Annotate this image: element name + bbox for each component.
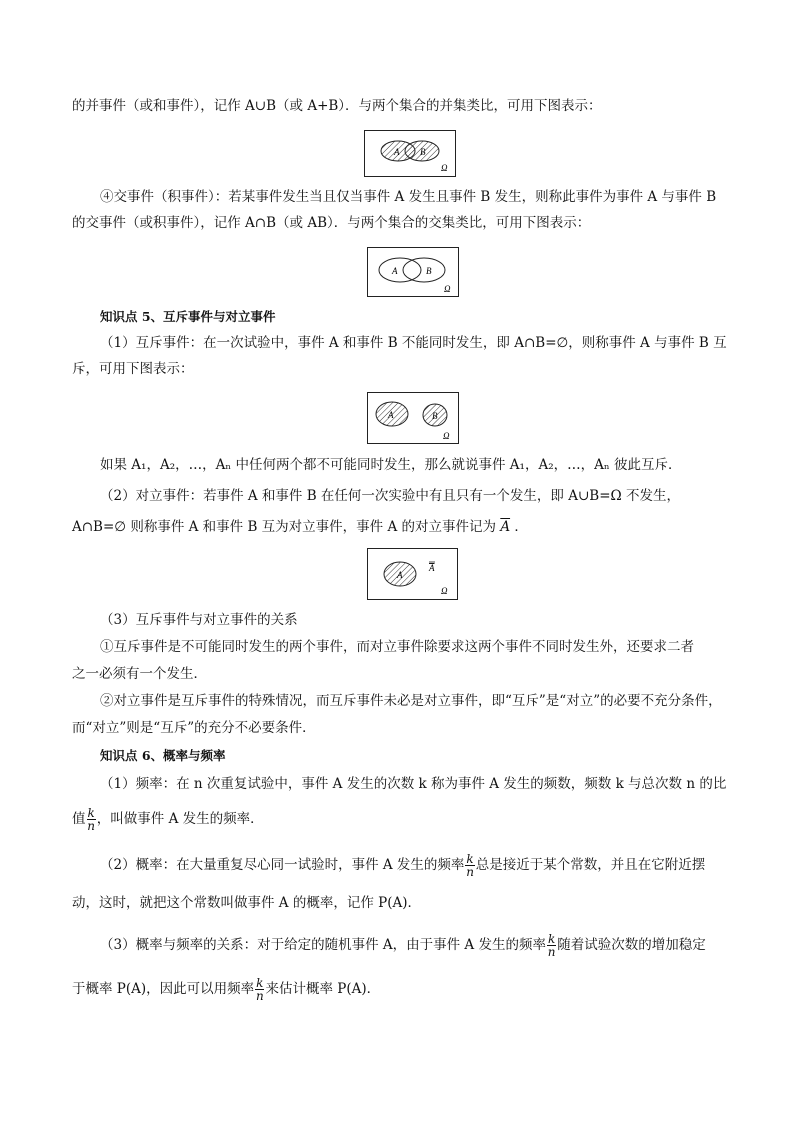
label-omega: Ω [443,431,450,441]
paragraph-mutually-exclusive-2: 斥，可用下图表示： [72,361,194,377]
label-b: B [420,147,426,157]
paragraph-intersection-1: ④交事件（积事件）：若某事件发生当且仅当事件 A 发生且事件 B 发生，则称此事件为事件 A 与事件 B [100,189,717,205]
fraction-denominator: n [547,945,556,959]
label-omega: Ω [441,163,448,173]
relation-prob-prefix: （3）概率与频率的关系：对于给定的随机事件 A，由于事件 A 发生的频率 [100,937,546,953]
paragraph-probability-2: 动，这时，就把这个常数叫做事件 A 的概率，记作 P(A)． [72,895,421,911]
label-b: B [426,266,432,276]
venn-intersection-figure [367,247,459,297]
venn-union-svg [365,131,455,176]
label-a: A [388,410,394,420]
fraction-numerator: k [256,976,264,990]
frequency-value-prefix: 值 [72,811,86,827]
venn-intersection-svg [368,248,458,296]
paragraph-frequency-2 [72,806,722,832]
paragraph-relation-1: ①互斥事件是不可能同时发生的两个事件，而对立事件除要求这两个事件不同时发生外，还要求二者 [100,639,694,655]
paragraph-relation-3: ②对立事件是互斥事件的特殊情况，而互斥事件未必是对立事件，即“互斥”是“对立”的必要不充分条件， [100,693,722,709]
paragraph-relation-4: 而“对立”则是“互斥”的充分不必要条件． [72,720,316,736]
paragraph-probability-1 [100,852,722,878]
set-a-ellipse [379,258,421,282]
paragraph-complementary-2 [72,517,722,537]
heading-knowledge-5: 知识点 5、互斥事件与对立事件 [100,309,276,324]
relation-prob2-suffix: 来估计概率 P(A)． [265,981,381,997]
label-a: A [394,147,400,157]
relation-prob2-prefix: 于概率 P(A)，因此可以用频率 [72,981,255,997]
venn-complement-svg [368,549,457,599]
fraction-numerator: k [87,806,95,820]
heading-knowledge-6: 知识点 6、概率与频率 [100,748,226,763]
label-omega: Ω [441,586,448,596]
fraction-k-over-n [255,977,264,1002]
complementary-text: A∩B=∅ 则称事件 A 和事件 B 互为对立事件，事件 A 的对立事件记为 [72,519,497,535]
label-a-bar: A [429,563,435,573]
a-bar-symbol: $\overline{A}$ [500,519,511,535]
label-b: B [432,411,438,421]
label-a: A [397,570,403,580]
paragraph-relation-2: 之一必须有一个发生． [72,666,207,682]
relation-prob-suffix: 随着试验次数的增加稳定 [557,937,706,953]
paragraph-relation-heading: （3）互斥事件与对立事件的关系 [100,612,298,628]
paragraph-mutually-exclusive-1: （1）互斥事件：在一次试验中，事件 A 和事件 B 不能同时发生，即 A∩B=∅，则称事件 A 与事件 B 互 [100,335,727,351]
frequency-value-suffix: ，叫做事件 A 发生的频率． [96,811,264,827]
fraction-k-over-n [547,933,556,958]
fraction-k-over-n [465,853,474,878]
fraction-numerator: k [547,932,556,946]
venn-exclusive-figure [367,392,459,444]
label-omega: Ω [444,284,451,294]
paragraph-union: 的并事件（或和事件），记作 A∪B（或 A+B）．与两个集合的并集类比，可用下图表示： [72,98,602,114]
probability-text-prefix: （2）概率：在大量重复尽心同一试验时，事件 A 发生的频率 [100,857,465,873]
fraction-k-over-n [87,807,96,832]
venn-exclusive-svg [368,393,458,443]
fraction-denominator: n [466,865,474,879]
label-a: A [392,266,398,276]
complementary-end: ． [514,519,528,535]
paragraph-relation-prob-1 [100,932,722,958]
probability-text-suffix: 总是接近于某个常数，并且在它附近摆 [475,857,706,873]
fraction-numerator: k [466,852,474,866]
paragraph-relation-prob-2 [72,976,722,1002]
paragraph-intersection-2: 的交事件（或积事件），记作 A∩B（或 AB）．与两个集合的交集类比，可用下图表示： [72,215,591,231]
paragraph-frequency-1: （1）频率：在 n 次重复试验中，事件 A 发生的次数 k 称为事件 A 发生的频数，频数 k 与总次数 n 的比 [100,776,727,792]
venn-union-figure [364,130,456,177]
set-b-ellipse [403,258,445,282]
venn-complement-figure [367,548,458,600]
paragraph-complementary-1: （2）对立事件：若事件 A 和事件 B 在任何一次实验中有且只有一个发生，即 A∪B=Ω 不发生， [100,488,680,504]
paragraph-pairwise-exclusive: 如果 A₁，A₂，…，Aₙ 中任何两个都不可能同时发生，那么就说事件 A₁，A₂，…，Aₙ 彼此互斥． [100,457,682,473]
fraction-denominator: n [255,989,264,1003]
fraction-denominator: n [87,819,95,833]
